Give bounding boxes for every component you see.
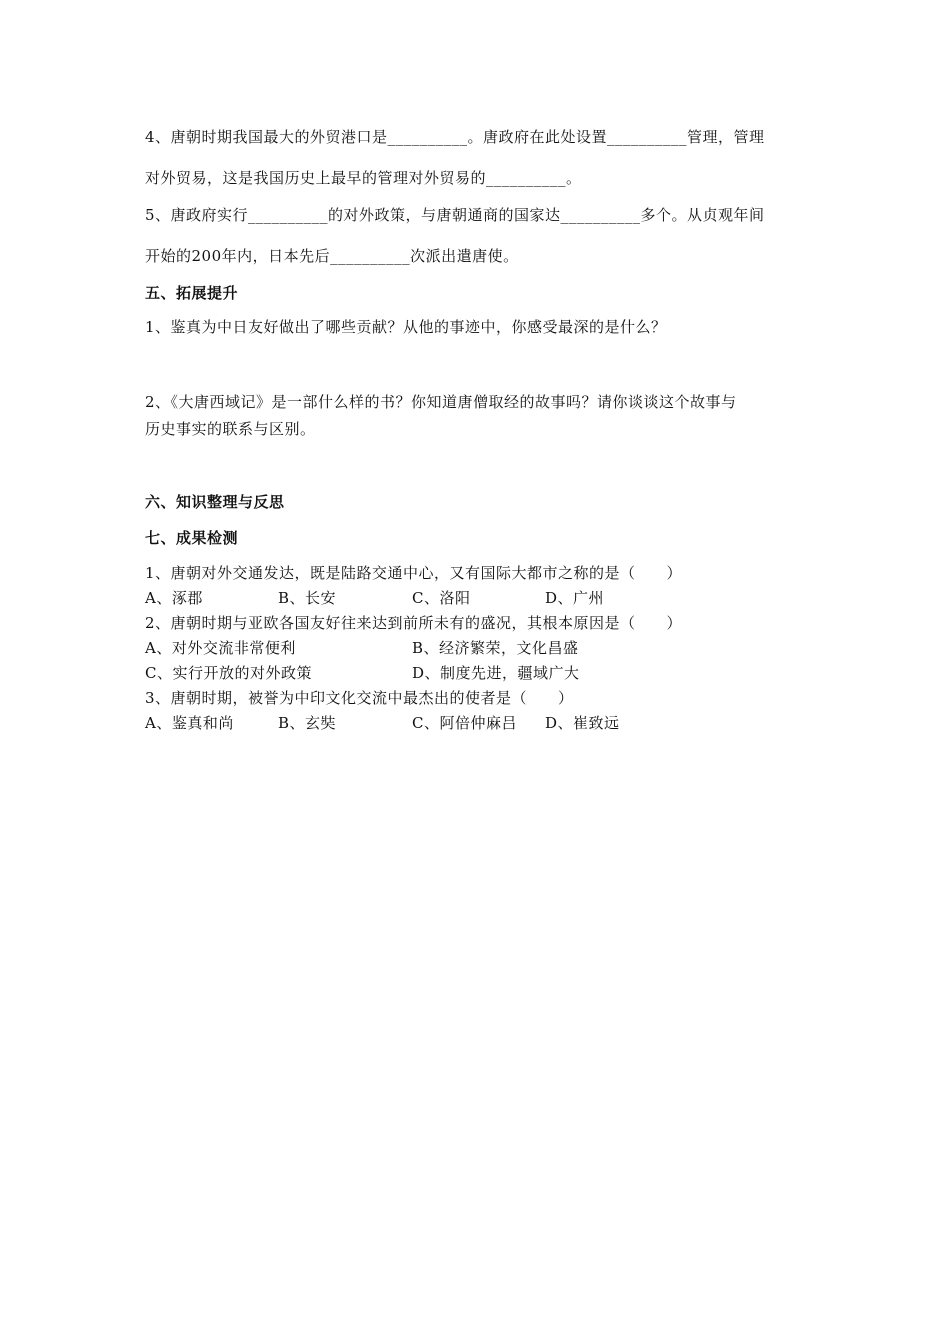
q4-line2: 对外贸易，这是我国历史上最早的管理对外贸易的__________。 [145,169,582,187]
quiz-q1-stem: 1、唐朝对外交通发达，既是陆路交通中心，又有国际大都市之称的是（ ） [145,564,683,582]
quiz-q2-option-d: D、制度先进，疆域广大 [412,664,580,682]
quiz-q2-option-b: B、经济繁荣，文化昌盛 [412,639,579,657]
section6-heading: 六、知识整理与反思 [145,493,285,511]
quiz-q2-option-c: C、实行开放的对外政策 [145,664,312,682]
section5-q2-line1: 2、《大唐西域记》是一部什么样的书？你知道唐僧取经的故事吗？请你谈谈这个故事与 [145,393,737,411]
quiz-q1-option-c: C、洛阳 [412,589,471,607]
section7-heading: 七、成果检测 [145,529,239,547]
quiz-q2-option-a: A、对外交流非常便利 [145,639,296,657]
quiz-q1-option-d: D、广州 [545,589,605,607]
q5-line1: 5、唐政府实行__________的对外政策，与唐朝通商的国家达__________多个。从贞观年间 [145,206,765,224]
q4-line1: 4、唐朝时期我国最大的外贸港口是__________。唐政府在此处设置__________管理，管理 [145,128,765,146]
quiz-q3-option-b: B、玄奘 [278,714,337,732]
section5-q2-line2: 历史事实的联系与区别。 [145,420,316,438]
quiz-q3-option-c: C、阿倍仲麻吕 [412,714,517,732]
quiz-q2-stem: 2、唐朝时期与亚欧各国友好往来达到前所未有的盛况，其根本原因是（ ） [145,614,683,632]
section5-heading: 五、拓展提升 [145,284,239,302]
q5-line2: 开始的200年内，日本先后__________次派出遣唐使。 [145,247,519,265]
quiz-q3-option-a: A、鉴真和尚 [145,714,234,732]
quiz-q1-option-b: B、长安 [278,589,337,607]
section5-q1: 1、鉴真为中日友好做出了哪些贡献？从他的事迹中，你感受最深的是什么？ [145,318,667,336]
quiz-q3-stem: 3、唐朝时期，被誉为中印文化交流中最杰出的使者是（ ） [145,689,574,707]
quiz-q1-option-a: A、涿郡 [145,589,203,607]
quiz-q3-option-d: D、崔致远 [545,714,620,732]
